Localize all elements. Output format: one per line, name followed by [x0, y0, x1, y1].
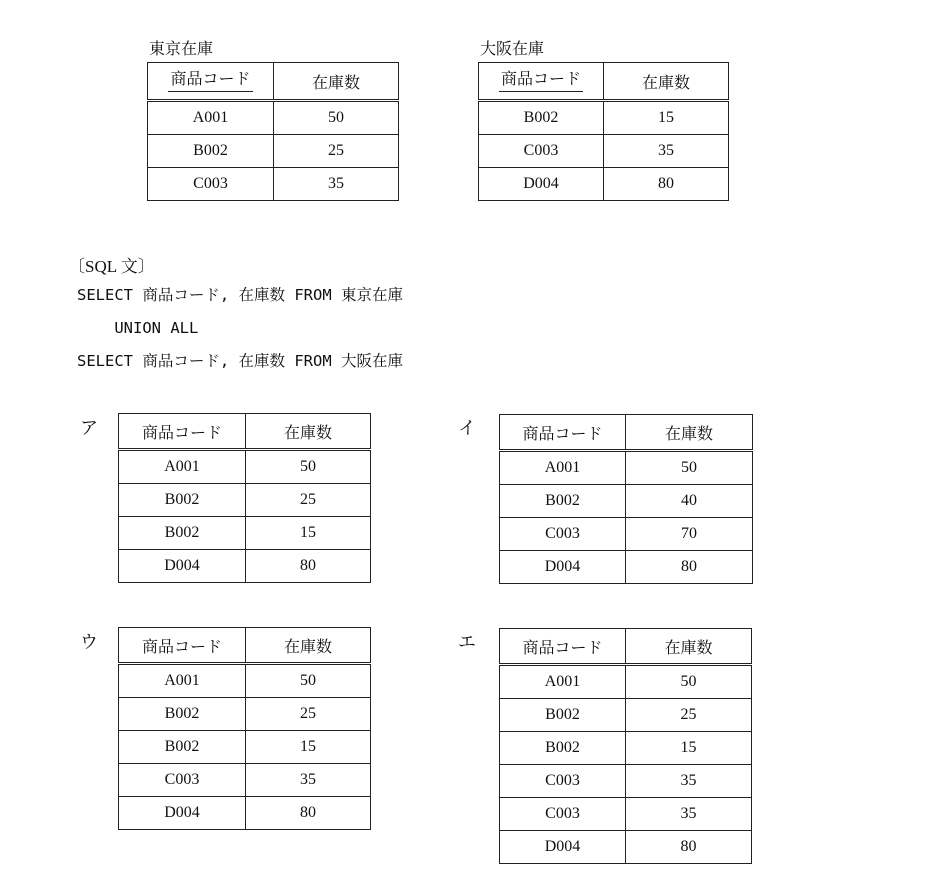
column-header: 商品コード [500, 415, 626, 451]
column-header: 商品コード [119, 414, 246, 450]
sql-line: UNION ALL [77, 319, 199, 337]
cell: 80 [604, 168, 729, 201]
cell: 35 [274, 168, 399, 201]
table-row [500, 665, 752, 699]
tokyo-table [147, 62, 399, 201]
column-header: 在庫数 [626, 629, 752, 665]
column-header: 在庫数 [626, 415, 753, 451]
option-table [499, 628, 752, 864]
option-label: イ [458, 418, 476, 439]
cell: 80 [626, 551, 753, 584]
cell: D004 [500, 551, 626, 584]
cell: B002 [500, 485, 626, 518]
sql-line: SELECT 商品コード, 在庫数 FROM 大阪在庫 [77, 352, 403, 370]
cell: 80 [246, 797, 371, 830]
sql-statement [77, 282, 403, 381]
column-header: 商品コード [479, 63, 604, 101]
table-row [500, 732, 752, 765]
cell: D004 [479, 168, 604, 201]
cell: B002 [119, 484, 246, 517]
option-table [118, 627, 371, 830]
cell: 15 [246, 731, 371, 764]
cell: C003 [500, 798, 626, 831]
column-header: 在庫数 [604, 63, 729, 101]
column-header: 商品コード [500, 629, 626, 665]
cell: 25 [246, 484, 371, 517]
option-label: ア [80, 418, 98, 439]
column-header: 在庫数 [274, 63, 399, 101]
cell: 15 [626, 732, 752, 765]
cell: C003 [119, 764, 246, 797]
table-row [479, 168, 729, 201]
table-row [500, 699, 752, 732]
table-row [119, 517, 371, 550]
column-header: 商品コード [119, 628, 246, 664]
tokyo-inventory [147, 40, 399, 201]
table-row [119, 550, 371, 583]
table-row [119, 764, 371, 797]
table-row [500, 451, 753, 485]
column-header: 在庫数 [246, 628, 371, 664]
table-title: 大阪在庫 [480, 41, 545, 58]
table-row [148, 101, 399, 135]
osaka-inventory [478, 40, 729, 201]
option-table [499, 414, 753, 584]
option-label: ウ [80, 632, 98, 653]
option-label: エ [458, 632, 476, 653]
cell: 25 [274, 135, 399, 168]
cell: C003 [500, 518, 626, 551]
cell: B002 [119, 731, 246, 764]
osaka-table [478, 62, 729, 201]
cell: D004 [119, 797, 246, 830]
table-row [500, 518, 753, 551]
table-row [148, 168, 399, 201]
table-row [119, 797, 371, 830]
option-table-block [118, 627, 371, 830]
cell: A001 [119, 450, 246, 484]
cell: C003 [479, 135, 604, 168]
cell: B002 [119, 517, 246, 550]
table-title: 東京在庫 [149, 41, 214, 58]
cell: B002 [500, 699, 626, 732]
option-table [118, 413, 371, 583]
cell: 50 [626, 451, 753, 485]
table-row [119, 664, 371, 698]
column-header: 在庫数 [246, 414, 371, 450]
cell: 80 [626, 831, 752, 864]
cell: 35 [604, 135, 729, 168]
table-row [119, 450, 371, 484]
cell: B002 [500, 732, 626, 765]
table-row [500, 765, 752, 798]
cell: 70 [626, 518, 753, 551]
cell: 50 [626, 665, 752, 699]
table-row [479, 135, 729, 168]
table-row [500, 798, 752, 831]
table-row [119, 484, 371, 517]
cell: C003 [148, 168, 274, 201]
cell: 25 [246, 698, 371, 731]
cell: A001 [500, 451, 626, 485]
cell: 40 [626, 485, 753, 518]
cell: A001 [119, 664, 246, 698]
cell: B002 [119, 698, 246, 731]
cell: D004 [500, 831, 626, 864]
option-table-block [499, 628, 752, 864]
cell: 15 [604, 101, 729, 135]
cell: 35 [626, 798, 752, 831]
cell: B002 [479, 101, 604, 135]
table-row [148, 135, 399, 168]
table-row [500, 551, 753, 584]
sql-line: SELECT 商品コード, 在庫数 FROM 東京在庫 [77, 286, 403, 304]
option-table-block [499, 414, 753, 584]
table-row [500, 831, 752, 864]
sql-label: 〔SQL 文〕 [68, 257, 155, 276]
table-row [500, 485, 753, 518]
cell: 50 [274, 101, 399, 135]
cell: A001 [500, 665, 626, 699]
cell: C003 [500, 765, 626, 798]
cell: 15 [246, 517, 371, 550]
table-row [119, 731, 371, 764]
cell: B002 [148, 135, 274, 168]
cell: 35 [626, 765, 752, 798]
cell: 35 [246, 764, 371, 797]
cell: 50 [246, 664, 371, 698]
cell: D004 [119, 550, 246, 583]
column-header: 商品コード [148, 63, 274, 101]
cell: A001 [148, 101, 274, 135]
table-row [479, 101, 729, 135]
cell: 25 [626, 699, 752, 732]
option-table-block [118, 413, 371, 583]
cell: 50 [246, 450, 371, 484]
cell: 80 [246, 550, 371, 583]
table-row [119, 698, 371, 731]
